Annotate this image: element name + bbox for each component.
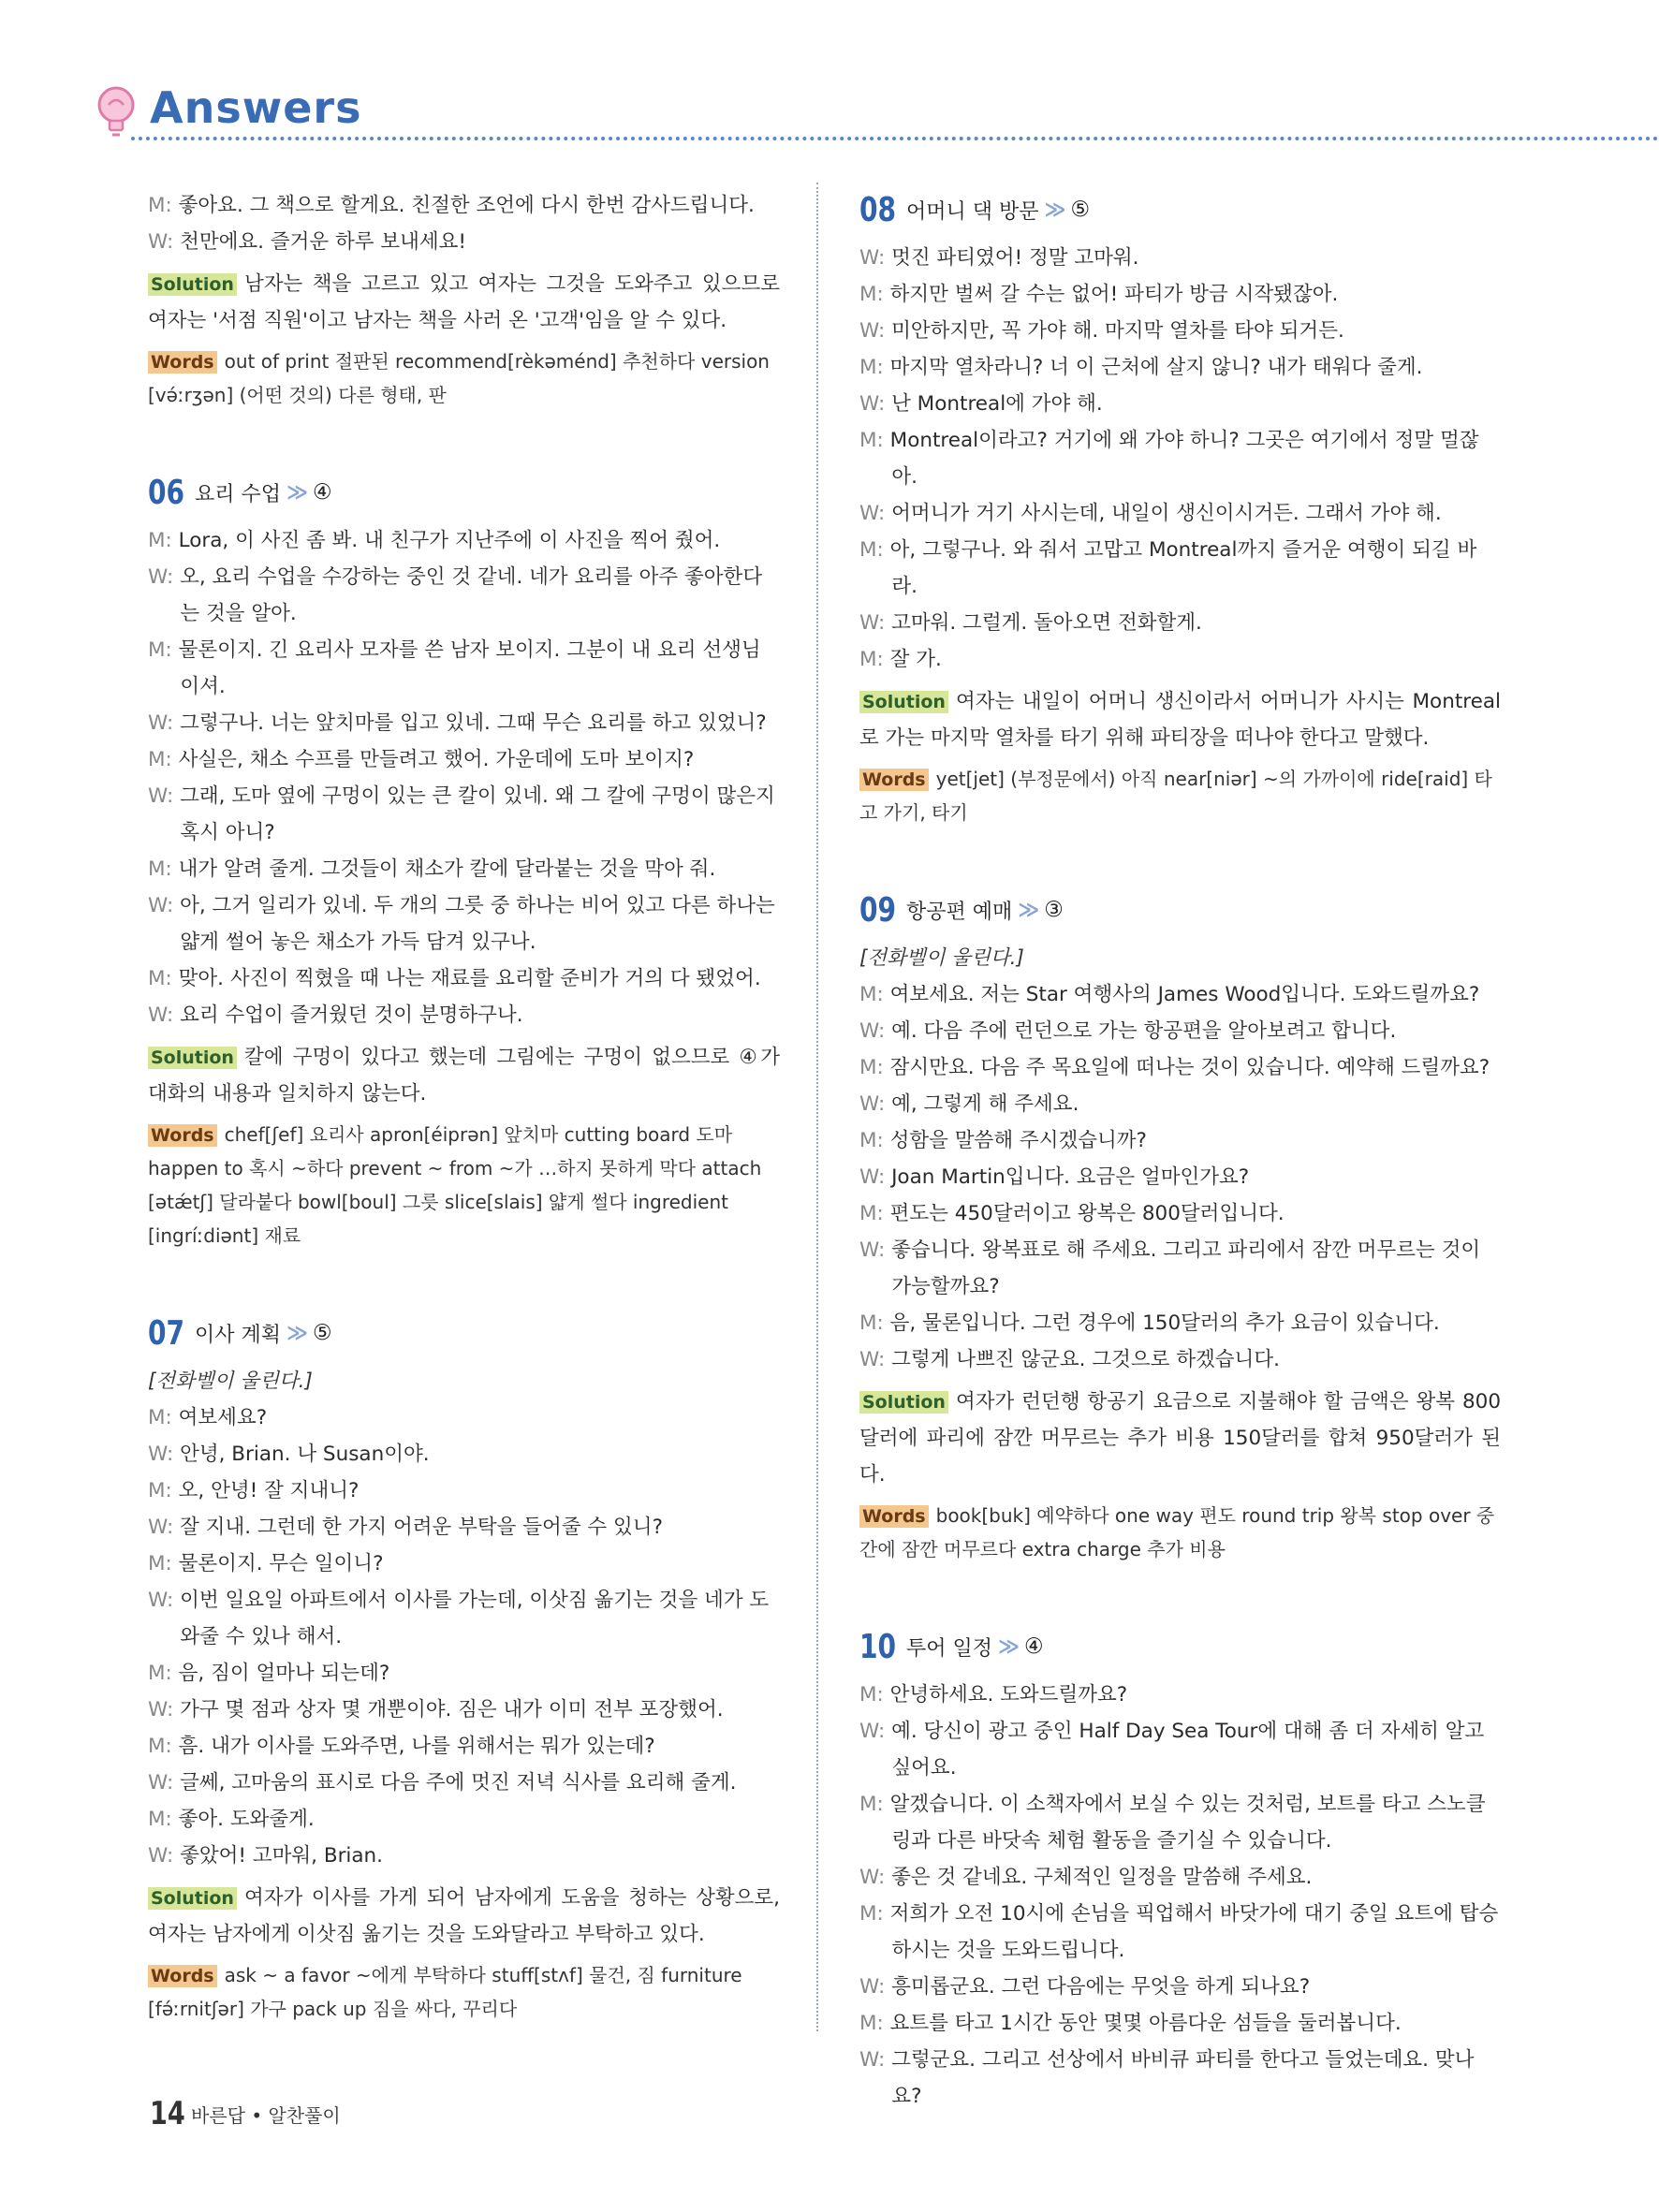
- dialogue-line: W: 어머니가 거기 사시는데, 내일이 생신이시거든. 그래서 가야 해.: [859, 502, 1442, 525]
- speaker-label: W:: [148, 1003, 181, 1027]
- solution-label: Solution: [148, 1887, 237, 1910]
- dialogue-line: M: 여보세요?: [148, 1406, 268, 1429]
- speaker-label: M:: [148, 967, 179, 990]
- solution-text: 칼에 구멍이 있다고 했는데 그림에는 구멍이 없으므로 ④가 대화의 내용과 일치하지 않는다.: [148, 1046, 780, 1106]
- speaker-label: W:: [859, 1348, 892, 1371]
- solution-label: Solution: [148, 1047, 237, 1069]
- solution-text: 남자는 책을 고르고 있고 여자는 그것을 도와주고 있으므로 여자는 '서점 직원'이고 남자는 책을 사러 온 '고객'임을 알 수 있다.: [148, 272, 780, 332]
- words-text: yet[jet] (부정문에서) 아직 near[niər] ~의 가까이에 ride[raid] 타고 가기, 타기: [859, 768, 1492, 824]
- right-column: [859, 187, 1501, 2115]
- dialogue-line: M: 좋아요. 그 책으로 할게요. 친절한 조언에 다시 한번 감사드립니다.: [148, 194, 755, 217]
- speaker-label: W:: [148, 1771, 181, 1795]
- speaker-label: M:: [859, 429, 890, 452]
- speaker-label: M:: [148, 1479, 179, 1502]
- dialogue-line: M: 하지만 벌써 갈 수는 없어! 파티가 방금 시작됐잖아.: [859, 283, 1339, 306]
- solution-block: [148, 1039, 780, 1112]
- speaker-label: M:: [148, 857, 179, 881]
- dialogue-line: W: 미안하지만, 꼭 가야 해. 마지막 열차를 타야 되거든.: [859, 319, 1344, 343]
- dialogue-line: M: 요트를 타고 1시간 동안 몇몇 아름다운 섬들을 둘러봅니다.: [859, 2012, 1402, 2035]
- dialogue-line: M: 내가 알려 줄게. 그것들이 채소가 칼에 달라붙는 것을 막아 줘.: [148, 857, 716, 881]
- page-title: Answers: [150, 82, 362, 133]
- speaker-label: W:: [148, 1516, 181, 1539]
- speaker-label: M:: [859, 1311, 890, 1335]
- section-title: 어머니 댁 방문: [906, 199, 1039, 224]
- speaker-label: M:: [148, 1662, 179, 1685]
- answer-number: ③: [1044, 898, 1064, 922]
- speaker-label: M:: [859, 648, 890, 671]
- words-text: ask ~ a favor ~에게 부탁하다 stuff[stʌf] 물건, 짐 furniture [fə́ːrnitʃər] 가구 pack up 짐을 싸다, 꾸리다: [148, 1964, 742, 2020]
- section-header-06: [148, 470, 780, 515]
- words-label: Words: [148, 1124, 217, 1147]
- speaker-label: M:: [148, 1808, 179, 1831]
- dialogue-line: M: 물론이지. 무슨 일이니?: [148, 1552, 384, 1575]
- speaker-label: M:: [859, 1683, 890, 1707]
- intro-dialogue: [148, 187, 780, 260]
- speaker-label: W:: [859, 502, 892, 525]
- speaker-label: M:: [148, 748, 179, 771]
- speaker-label: M:: [859, 2012, 890, 2035]
- solution-block: [148, 266, 780, 339]
- words-block: [148, 1118, 780, 1252]
- dialogue-06: [148, 522, 780, 1033]
- dialogue-line: M: 좋아. 도와줄게.: [148, 1808, 315, 1831]
- dialogue-07: [148, 1363, 780, 1874]
- speaker-label: W:: [859, 1238, 892, 1262]
- dialogue-line: M: 여보세요. 저는 Star 여행사의 James Wood입니다. 도와드릴까요?: [859, 983, 1480, 1006]
- stage-direction: [전화벨이 울린다.]: [148, 1370, 313, 1393]
- dialogue-08: [859, 240, 1501, 678]
- section-number: 06: [148, 473, 185, 512]
- dialogue-line: M: 저희가 오전 10시에 손님을 픽업해서 바닷가에 대기 중일 요트에 탑승하시는 것을 도와드립니다.: [859, 1902, 1499, 1962]
- dialogue-line: W: 천만에요. 즐거운 하루 보내세요!: [148, 230, 467, 254]
- solution-label: Solution: [148, 273, 237, 296]
- column-divider: [816, 183, 818, 2031]
- dialogue-line: M: 맞아. 사진이 찍혔을 때 나는 재료를 요리할 준비가 거의 다 됐었어.: [148, 967, 761, 990]
- section-title: 투어 일정: [906, 1636, 993, 1661]
- words-label: Words: [148, 351, 217, 374]
- chevron-icon: ≫: [1044, 198, 1064, 222]
- chevron-icon: ≫: [286, 1321, 306, 1345]
- dialogue-line: W: 그렇구나. 너는 앞치마를 입고 있네. 그때 무슨 요리를 하고 있었니?: [148, 711, 767, 735]
- solution-text: 여자가 런던행 항공기 요금으로 지불해야 할 금액은 왕복 800달러에 파리에 잠깐 머무르는 추가 비용 150달러를 합쳐 950달러가 된다.: [859, 1390, 1501, 1487]
- section-title: 항공편 예매: [906, 900, 1013, 924]
- dialogue-line: M: 물론이지. 긴 요리사 모자를 쓴 남자 보이지. 그분이 내 요리 선생님이셔.: [148, 638, 761, 698]
- speaker-label: M:: [859, 1129, 890, 1152]
- dialogue-line: W: 그렇군요. 그리고 선상에서 바비큐 파티를 한다고 들었는데요. 맞나요?: [859, 2048, 1475, 2108]
- speaker-label: W:: [859, 1720, 892, 1743]
- section-number: 09: [859, 890, 897, 930]
- speaker-label: M:: [859, 1902, 890, 1926]
- speaker-label: W:: [859, 611, 892, 635]
- speaker-label: M:: [859, 1793, 890, 1816]
- words-block: [148, 344, 780, 412]
- dialogue-line: M: 아, 그렇구나. 와 줘서 고맙고 Montreal까지 즐거운 여행이 되길 바라.: [859, 538, 1477, 598]
- dialogue-line: M: 알겠습니다. 이 소책자에서 보실 수 있는 것처럼, 보트를 타고 스노클링과 다른 바닷속 체험 활동을 즐기실 수 있습니다.: [859, 1793, 1486, 1853]
- speaker-label: M:: [148, 1406, 179, 1429]
- solution-label: Solution: [859, 1391, 948, 1414]
- header-dotted-rule: [131, 137, 1659, 140]
- words-label: Words: [859, 769, 929, 791]
- speaker-label: W:: [859, 319, 892, 343]
- speaker-label: W:: [148, 565, 181, 589]
- solution-label: Solution: [859, 691, 948, 713]
- speaker-label: W:: [859, 392, 892, 416]
- solution-block: [148, 1880, 780, 1953]
- chevron-icon: ≫: [286, 480, 306, 505]
- dialogue-line: M: Montreal이라고? 거기에 왜 가야 하니? 그곳은 여기에서 정말 멀잖아.: [859, 429, 1479, 489]
- answer-number: ⑤: [1070, 198, 1091, 222]
- speaker-label: W:: [148, 1844, 181, 1868]
- speaker-label: W:: [859, 1165, 892, 1189]
- words-text: book[buk] 예약하다 one way 편도 round trip 왕복 stop over 중간에 잠깐 머무르다 extra charge 추가 비용: [859, 1504, 1495, 1560]
- speaker-label: W:: [859, 1975, 892, 1999]
- words-block: [148, 1958, 780, 2026]
- speaker-label: M:: [148, 194, 179, 217]
- speaker-label: W:: [148, 784, 181, 808]
- dialogue-line: W: 고마워. 그럴게. 돌아오면 전화할게.: [859, 611, 1202, 635]
- dialogue-line: W: 안녕, Brian. 나 Susan이야.: [148, 1443, 430, 1466]
- dialogue-line: W: 멋진 파티였어! 정말 고마워.: [859, 246, 1139, 270]
- speaker-label: M:: [859, 1202, 890, 1225]
- solution-text: 여자는 내일이 어머니 생신이라서 어머니가 사시는 Montreal로 가는 마지막 열차를 타기 위해 파티장을 떠나야 한다고 말했다.: [859, 690, 1501, 750]
- solution-text: 여자가 이사를 가게 되어 남자에게 도움을 청하는 상황으로, 여자는 남자에게 이삿짐 옮기는 것을 도와달라고 부탁하고 있다.: [148, 1886, 780, 1946]
- speaker-label: W:: [148, 1443, 181, 1466]
- speaker-label: W:: [859, 246, 892, 270]
- dialogue-line: W: 좋습니다. 왕복표로 해 주세요. 그리고 파리에서 잠깐 머무르는 것이 가능할까요?: [859, 1238, 1481, 1298]
- speaker-label: W:: [859, 1019, 892, 1043]
- dialogue-line: M: 성함을 말씀해 주시겠습니까?: [859, 1129, 1147, 1152]
- speaker-label: M:: [148, 1735, 179, 1758]
- dialogue-line: W: 오, 요리 수업을 수강하는 중인 것 같네. 네가 요리를 아주 좋아한다는 것을 알아.: [148, 565, 763, 625]
- speaker-label: M:: [859, 283, 890, 306]
- dialogue-line: W: 좋은 것 같네요. 구체적인 일정을 말씀해 주세요.: [859, 1866, 1313, 1889]
- section-header-08: [859, 187, 1501, 232]
- speaker-label: W:: [148, 894, 181, 917]
- section-number: 10: [859, 1627, 897, 1666]
- words-text: chef[ʃef] 요리사 apron[éiprən] 앞치마 cutting board 도마 happen to 혹시 ~하다 prevent ~ from ~가 …하지 못하게 막다 attach [ətǽtʃ] 달라붙다 bowl[boul] 그릇 slice[slais] 얇게 썰다 ingredient [ingríːdiənt] 재료: [148, 1123, 762, 1247]
- answer-number: ④: [313, 480, 332, 505]
- speaker-label: W:: [859, 1092, 892, 1116]
- words-block: [859, 1499, 1501, 1566]
- speaker-label: M:: [148, 638, 179, 662]
- speaker-label: M:: [148, 1552, 179, 1575]
- dialogue-line: M: 잠시만요. 다음 주 목요일에 떠나는 것이 있습니다. 예약해 드릴까요?: [859, 1056, 1490, 1079]
- section-header-07: [148, 1311, 780, 1355]
- dialogue-line: M: 흠. 내가 이사를 도와주면, 나를 위해서는 뭐가 있는데?: [148, 1735, 655, 1758]
- stage-direction: [전화벨이 울린다.]: [859, 946, 1024, 970]
- words-label: Words: [148, 1965, 217, 1987]
- speaker-label: M:: [859, 538, 890, 562]
- dialogue-line: W: 예. 당신이 광고 중인 Half Day Sea Tour에 대해 좀 더 자세히 알고 싶어요.: [859, 1720, 1485, 1780]
- dialogue-line: M: Lora, 이 사진 좀 봐. 내 친구가 지난주에 이 사진을 찍어 줬어.: [148, 529, 721, 552]
- speaker-label: M:: [859, 983, 890, 1006]
- dialogue-line: M: 오, 안녕! 잘 지내니?: [148, 1479, 360, 1502]
- page-header: [94, 84, 1659, 154]
- speaker-label: M:: [859, 356, 890, 379]
- speaker-label: W:: [148, 230, 181, 254]
- section-header-10: [859, 1624, 1501, 1669]
- dialogue-line: M: 마지막 열차라니? 너 이 근처에 살지 않니? 내가 태워다 줄게.: [859, 356, 1423, 379]
- dialogue-line: W: Joan Martin입니다. 요금은 얼마인가요?: [859, 1165, 1250, 1189]
- dialogue-line: W: 그래, 도마 옆에 구멍이 있는 큰 칼이 있네. 왜 그 칼에 구멍이 많은지 혹시 아니?: [148, 784, 775, 844]
- dialogue-line: W: 잘 지내. 그런데 한 가지 어려운 부탁을 들어줄 수 있니?: [148, 1516, 663, 1539]
- dialogue-line: W: 좋았어! 고마워, Brian.: [148, 1844, 384, 1868]
- section-title: 요리 수업: [195, 482, 282, 506]
- speaker-label: M:: [148, 529, 179, 552]
- words-text: out of print 절판된 recommend[rèkəménd] 추천하다 version [və́ːrʒən] (어떤 것의) 다른 형태, 판: [148, 350, 770, 406]
- page-number: 14: [150, 2095, 185, 2132]
- answer-number: ④: [1024, 1634, 1044, 1659]
- dialogue-line: W: 이번 일요일 아파트에서 이사를 가는데, 이삿짐 옮기는 것을 네가 도와줄 수 있나 해서.: [148, 1589, 770, 1648]
- dialogue-line: W: 가구 몇 점과 상자 몇 개뿐이야. 짐은 내가 이미 전부 포장했어.: [148, 1698, 724, 1721]
- answer-number: ⑤: [313, 1321, 332, 1345]
- lightbulb-icon: [94, 84, 146, 142]
- dialogue-line: W: 난 Montreal에 가야 해.: [859, 392, 1103, 416]
- dialogue-line: W: 예, 그렇게 해 주세요.: [859, 1092, 1079, 1116]
- dialogue-line: M: 안녕하세요. 도와드릴까요?: [859, 1683, 1128, 1707]
- dialogue-line: M: 사실은, 채소 수프를 만들려고 했어. 가운데에 도마 보이지?: [148, 748, 695, 771]
- dialogue-line: W: 예. 다음 주에 런던으로 가는 항공편을 알아보려고 합니다.: [859, 1019, 1397, 1043]
- section-number: 08: [859, 190, 897, 229]
- section-number: 07: [148, 1313, 185, 1353]
- solution-block: [859, 683, 1501, 756]
- chevron-icon: ≫: [1018, 898, 1037, 922]
- dialogue-line: M: 편도는 450달러이고 왕복은 800달러입니다.: [859, 1202, 1285, 1225]
- dialogue-line: W: 아, 그거 일리가 있네. 두 개의 그릇 중 하나는 비어 있고 다른 하나는 얇게 썰어 놓은 채소가 가득 담겨 있구나.: [148, 894, 775, 954]
- dialogue-line: W: 흥미롭군요. 그런 다음에는 무엇을 하게 되나요?: [859, 1975, 1311, 1999]
- speaker-label: W:: [148, 1698, 181, 1721]
- left-column: [148, 187, 780, 2026]
- dialogue-line: W: 그렇게 나쁘진 않군요. 그것으로 하겠습니다.: [859, 1348, 1280, 1371]
- words-label: Words: [859, 1505, 929, 1528]
- section-header-09: [859, 887, 1501, 932]
- dialogue-line: M: 음, 물론입니다. 그런 경우에 150달러의 추가 요금이 있습니다.: [859, 1311, 1440, 1335]
- speaker-label: W:: [859, 1866, 892, 1889]
- footer-text: 바른답 • 알찬풀이: [191, 2103, 341, 2127]
- words-block: [859, 762, 1501, 829]
- speaker-label: M:: [859, 1056, 890, 1079]
- page-footer: [150, 2095, 341, 2132]
- dialogue-line: M: 잘 가.: [859, 648, 942, 671]
- speaker-label: W:: [148, 1589, 181, 1612]
- solution-block: [859, 1384, 1501, 1493]
- chevron-icon: ≫: [998, 1634, 1018, 1659]
- dialogue-line: W: 요리 수업이 즐거웠던 것이 분명하구나.: [148, 1003, 523, 1027]
- speaker-label: W:: [859, 2048, 892, 2072]
- dialogue-line: W: 글쎄, 고마움의 표시로 다음 주에 멋진 저녁 식사를 요리해 줄게.: [148, 1771, 737, 1795]
- speaker-label: W:: [148, 711, 181, 735]
- section-title: 이사 계획: [195, 1323, 282, 1347]
- dialogue-09: [859, 940, 1501, 1378]
- dialogue-line: M: 음, 짐이 얼마나 되는데?: [148, 1662, 390, 1685]
- dialogue-10: [859, 1677, 1501, 2115]
